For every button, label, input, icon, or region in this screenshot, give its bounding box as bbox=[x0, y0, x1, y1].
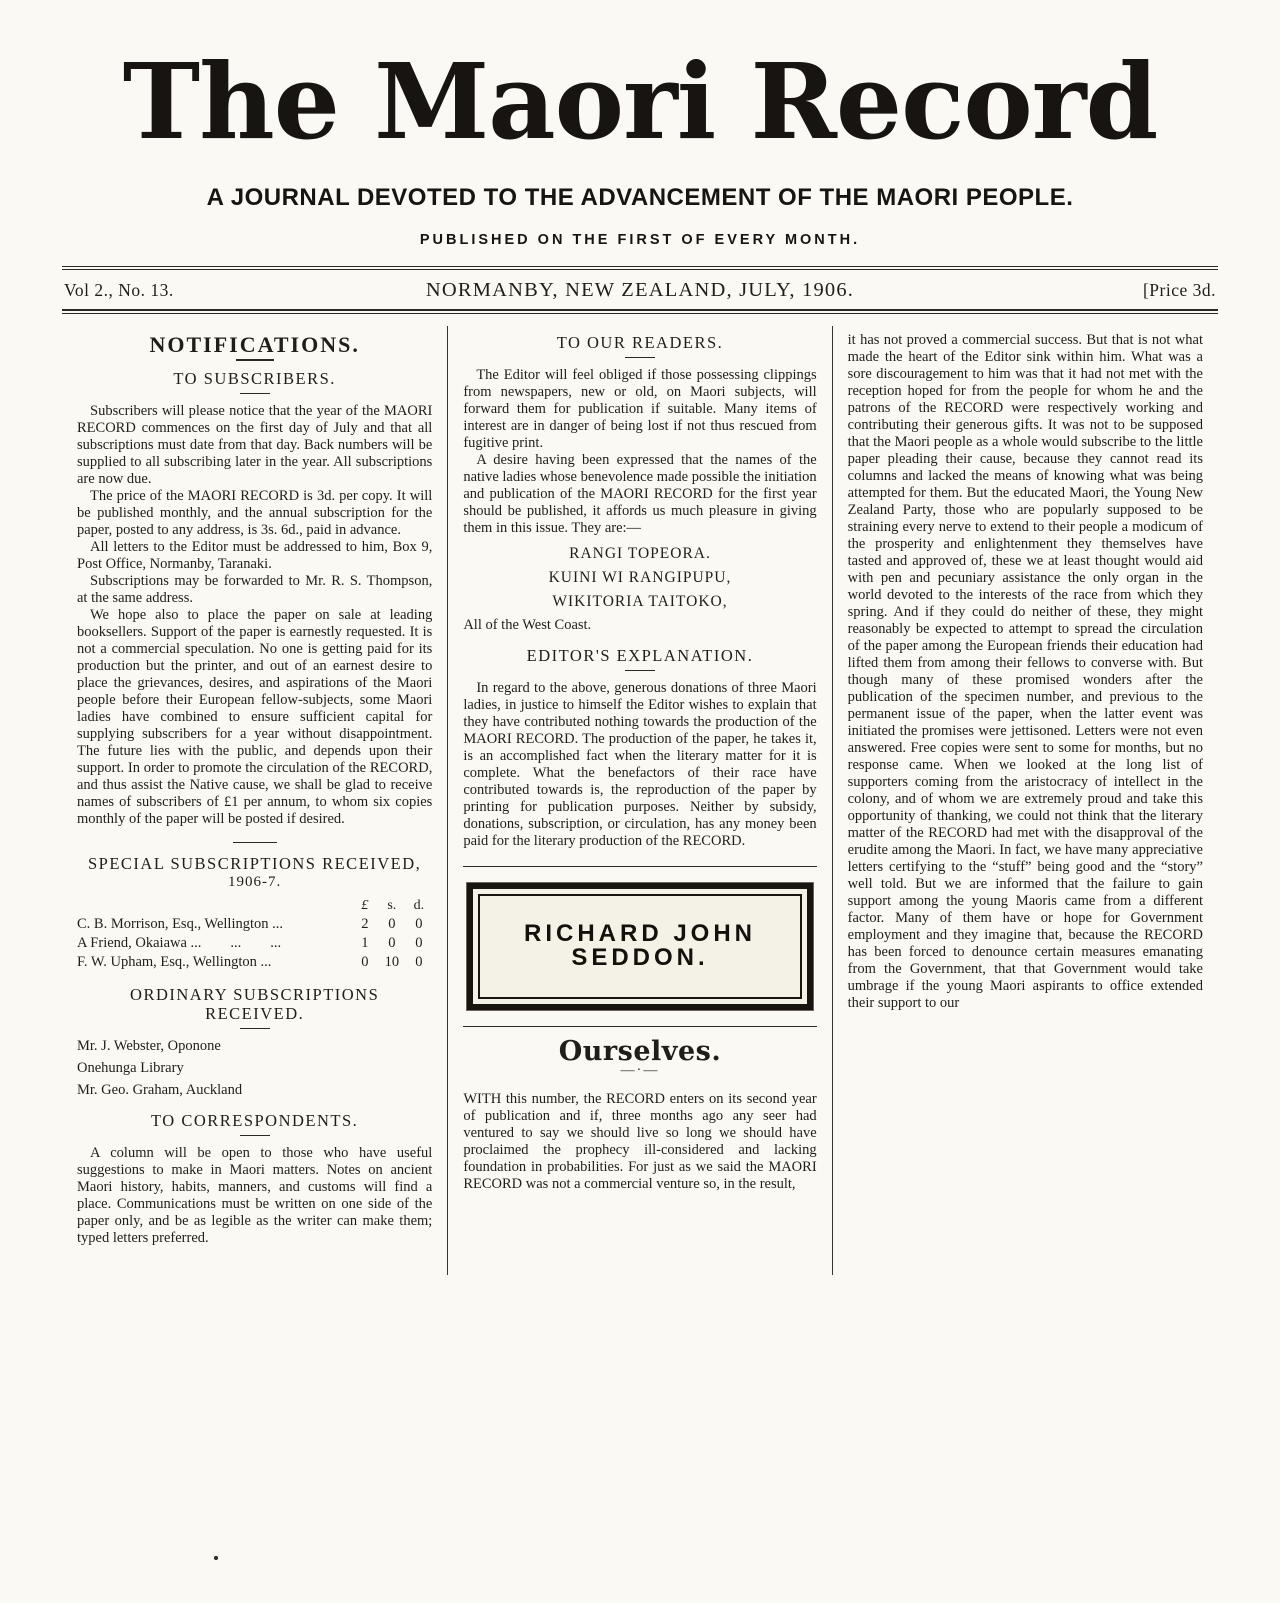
top-double-rule bbox=[62, 266, 1218, 270]
ordinary-subscriber: Mr. J. Webster, Oponone bbox=[77, 1038, 221, 1054]
shillings-value: 0 bbox=[388, 916, 396, 932]
to-correspondents-heading: TO CORRESPONDENTS. bbox=[151, 1111, 359, 1130]
dateline bbox=[64, 279, 1216, 302]
column-divider-rule bbox=[463, 866, 816, 867]
bottom-double-rule bbox=[62, 309, 1218, 314]
subscriptions-table bbox=[77, 897, 432, 973]
masthead-subtitle: A JOURNAL DEVOTED TO THE ADVANCEMENT OF THE MAORI PEOPLE. bbox=[206, 184, 1074, 211]
pounds-value: 1 bbox=[361, 935, 369, 951]
pence-value: 0 bbox=[415, 935, 423, 951]
subscriber-name: A Friend, Okaiawa ... ... ... bbox=[77, 935, 282, 951]
notifications-heading: NOTIFICATIONS. bbox=[149, 332, 360, 357]
seddon-advertisement-box bbox=[467, 883, 812, 1010]
column-divider-rule bbox=[463, 1026, 816, 1027]
pence-value: 0 bbox=[415, 916, 423, 932]
pence-header: d. bbox=[413, 898, 425, 913]
pounds-value: 0 bbox=[361, 954, 369, 970]
heading-rule bbox=[240, 1135, 270, 1136]
masthead-title: The Maori Record bbox=[122, 40, 1158, 163]
print-artifact-dot bbox=[214, 1556, 218, 1560]
editors-explanation-paragraph: In regard to the above, generous donations of three Maori ladies, in justice to himself the Editor wishes to explain that they have contributed nothing towards the production of the MAORI RECORD. The production of the paper, he takes it, is an accomplished fact when the literary matter for it is complete. What the benefactors of their race have contributed towards is, the reproduction of the paper by printing for publication purposes. Neither by subsidy, donations, subscription, or circulation, has any money been paid for the literary production of the RECORD. bbox=[463, 680, 817, 849]
subscriber-name: C. B. Morrison, Esq., Wellington ... bbox=[77, 916, 284, 932]
shillings-value: 0 bbox=[388, 935, 396, 951]
shillings-header: s. bbox=[387, 898, 397, 913]
subscribers-paragraph: The price of the MAORI RECORD is 3d. per copy. It will be published monthly, and the annual subscription for the paper, posted to any address, is 3s. 6d., paid in advance. bbox=[77, 488, 433, 538]
special-subscriptions-heading: SPECIAL SUBSCRIPTIONS RECEIVED, bbox=[88, 854, 422, 873]
donor-name: RANGI TOPEORA. bbox=[569, 545, 711, 562]
columns-container bbox=[62, 326, 1218, 1275]
heading-rule bbox=[625, 357, 655, 358]
correspondents-paragraph: A column will be open to those who have useful suggestions to make in Maori matters. Notes on ancient Maori history, habits, manners, and customs will find a place. Communications must be written on one side of the paper only, and be as legible as the writer can make them; typed letters preferred. bbox=[77, 1145, 433, 1246]
editors-explanation-heading: EDITOR'S EXPLANATION. bbox=[526, 646, 754, 665]
section-divider bbox=[233, 842, 277, 843]
ordinary-subscriber: Onehunga Library bbox=[77, 1060, 184, 1076]
pence-value: 0 bbox=[415, 954, 423, 970]
heading-rule bbox=[625, 670, 655, 671]
readers-paragraph: The Editor will feel obliged if those possessing clippings from newspapers, new or old, on Maori subjects, will forward them for publication if suitable. Many items of interest are in danger of being lost if not thus rescued from fugitive print. bbox=[463, 367, 817, 451]
to-subscribers-heading: TO SUBSCRIBERS. bbox=[173, 369, 336, 388]
special-subscriptions-year: 1906-7. bbox=[228, 874, 282, 890]
donor-name: KUINI WI RANGIPUPU, bbox=[548, 569, 732, 586]
heading-rule bbox=[240, 393, 270, 394]
dateline-place-date: NORMANBY, NEW ZEALAND, JULY, 1906. bbox=[425, 279, 855, 301]
donor-note: All of the West Coast. bbox=[463, 617, 592, 633]
to-our-readers-heading: TO OUR READERS. bbox=[556, 333, 724, 352]
donor-name: WIKITORIA TAITOKO, bbox=[552, 593, 728, 610]
masthead-published-line: PUBLISHED ON THE FIRST OF EVERY MONTH. bbox=[419, 232, 861, 248]
column-3 bbox=[833, 326, 1218, 1275]
ourselves-heading: Ourselves. bbox=[558, 1036, 722, 1067]
ordinary-subscriptions-heading-line2: RECEIVED. bbox=[205, 1004, 305, 1023]
pounds-header: £ bbox=[361, 898, 369, 913]
subscribers-paragraph: Subscribers will please notice that the year of the MAORI RECORD commences on the first day of July and that all subscriptions must date from that day. Back numbers will be supplied to all subscribing later in the year. All subscriptions are now due. bbox=[77, 403, 433, 487]
heading-rule bbox=[240, 1028, 270, 1029]
volume-issue-number: Vol 2., No. 13. bbox=[64, 280, 174, 300]
ourselves-ornament: —·— bbox=[620, 1063, 660, 1078]
advertisement-name-line1: RICHARD JOHN bbox=[523, 920, 756, 947]
ordinary-subscriptions-heading-line1: ORDINARY SUBSCRIPTIONS bbox=[130, 985, 380, 1004]
subscribers-paragraph: All letters to the Editor must be addressed to him, Box 9, Post Office, Normanby, Taranaki. bbox=[77, 539, 433, 572]
heading-rule bbox=[236, 359, 274, 361]
readers-paragraph: A desire having been expressed that the names of the native ladies whose benevolence made possible the initiation and publication of the MAORI RECORD for the first year should be published, it affords us much pleasure in giving them in this issue. They are:— bbox=[463, 452, 817, 536]
subscriber-name: F. W. Upham, Esq., Wellington ... bbox=[77, 954, 272, 970]
subscription-row bbox=[77, 935, 432, 954]
masthead bbox=[0, 0, 1280, 248]
column-1 bbox=[62, 326, 447, 1275]
seddon-advertisement-inner-frame bbox=[478, 894, 801, 999]
shillings-value: 10 bbox=[384, 954, 400, 970]
pounds-value: 2 bbox=[361, 916, 369, 932]
subscribers-paragraph: We hope also to place the paper on sale at leading booksellers. Support of the paper is earnestly requested. It is not a commercial speculation. No one is getting paid for its production but the printer, and out of an earnest desire to place the grievances, desires, and aspirations of the Maori people before their European fellow-subjects, some Maori ladies have combined to ensure sufficient capital for supplying subscribers for a year without disappointment. The future lies with the public, and depends upon their support. In order to promote the circulation of the RECORD, and thus assist the Native cause, we shall be glad to receive names of subscribers of £1 per annum, to whom six copies monthly of the paper will be posted if desired. bbox=[77, 607, 433, 827]
subscribers-paragraph: Subscriptions may be forwarded to Mr. R. S. Thompson, at the same address. bbox=[77, 573, 433, 606]
ordinary-subscriber: Mr. Geo. Graham, Auckland bbox=[77, 1082, 243, 1098]
ourselves-continuation-paragraph: it has not proved a commercial success. But that is not what made the heart of the Editor sink within him. What was a sore discouragement to him was that it had not met with the reception hoped for from the people for whom he and the patrons of the RECORD were respectively working and contributing their generous gifts. It was not to be supposed that the Maori people as a whole would subscribe to the little paper pleading their cause, because they cannot read its columns and lacked the means of knowing what was being attempted for them. But the educated Maori, the Young New Zealand Party, those who are popularly supposed to be straining every nerve to extend to their people a modicum of the prosperity and enlightenment they themselves have tasted and approved of, these we at least thought would aid with pen and pecuniary assistance the only organ in the world devoted to the interests of the race from which they spring. And if they could do neither of these, they might reasonably be expected to attempt to spread the circulation of the paper among the European friends their education had lifted them from among their fellows to converse with. But though many of these promised wonders after the publication of the specimen number, and previous to the permanent issue of the paper, when the latter event was initiated the promises were jettisoned. Letters were not even answered. Free copies were sent to some for months, but no response came. When we looked at the long list of supporters coming from the aristocracy of intellect in the colony, and of whom we are extremely proud and take this opportunity of thanking, we could not think that the literary matter of the RECORD had met with the disapproval of the erudite among the Maori. In fact, we have many appreciative letters certifying to the “stuff” being good and the “story” well told. But we are informed that the failure to gain support among the young Maoris came from a different factor. Many of them have or hope for Government employment and they imagine that, because the RECORD has been forced to denounce certain measures emanating from the Government, that that Government would take umbrage if the young Maori aspirants to office extended their support to our bbox=[847, 332, 1203, 1011]
advertisement-name-line2: SEDDON. bbox=[571, 944, 709, 971]
donor-names-list bbox=[463, 545, 816, 610]
subscription-row bbox=[77, 954, 432, 973]
column-2 bbox=[447, 326, 832, 1275]
subscriptions-table-header bbox=[77, 897, 432, 916]
price-label: [Price 3d. bbox=[1142, 280, 1216, 300]
subscription-row bbox=[77, 916, 432, 935]
empty-cell bbox=[77, 897, 351, 916]
ourselves-paragraph: WITH this number, the RECORD enters on its second year of publication and if, three months ago any seer had ventured to say we should live so long we should have proclaimed the prophecy ill-considered and lacking foundation in probabilities. For just as we said the MAORI RECORD was not a commercial venture so, in the result, bbox=[463, 1091, 817, 1192]
